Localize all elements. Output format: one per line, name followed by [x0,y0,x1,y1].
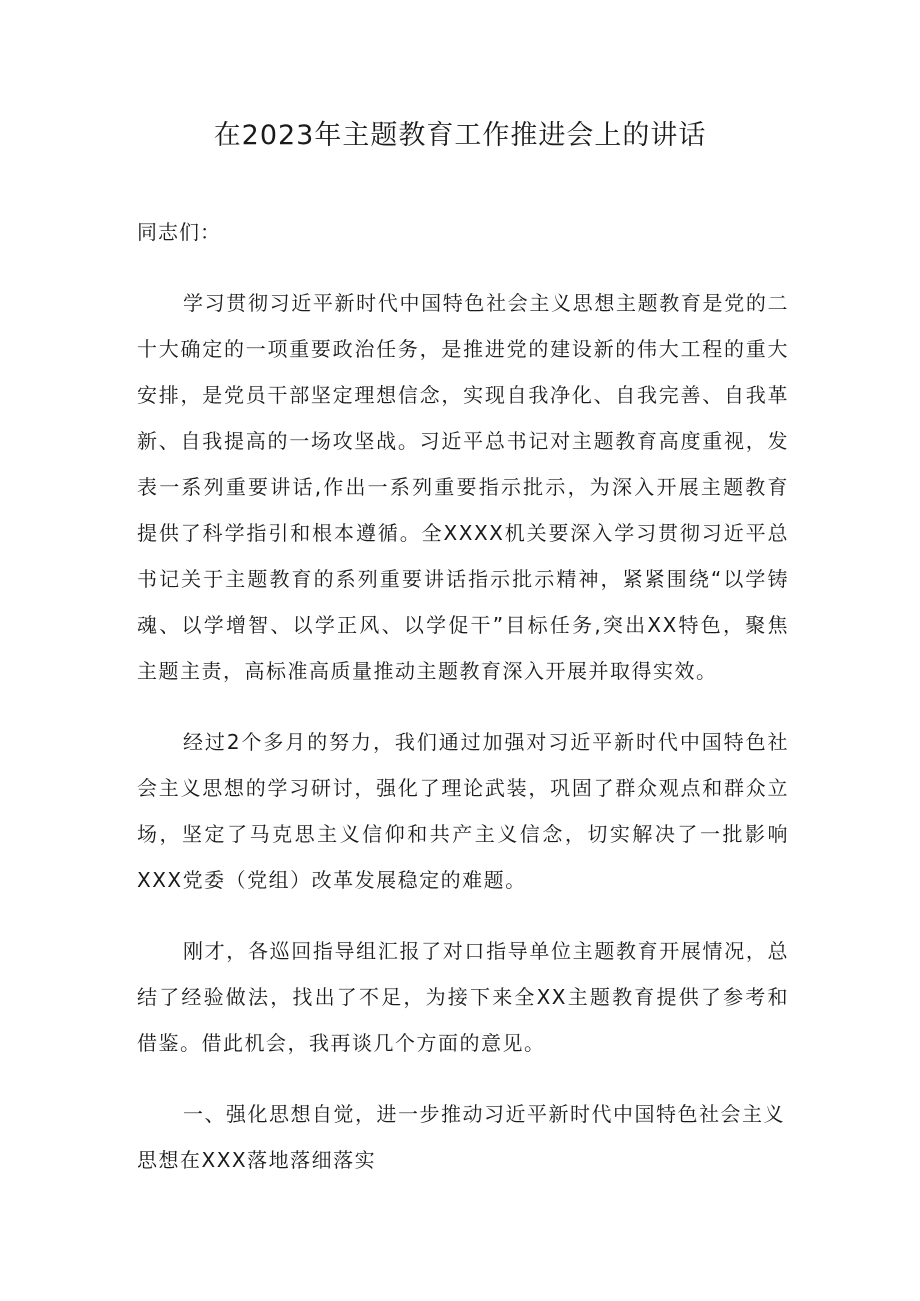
paragraph-review: 刚才，各巡回指导组汇报了对口指导单位主题教育开展情况，总结了经验做法，找出了不足，为接下来全XX主题教育提供了参考和借鉴。借此机会，我再谈几个方面的意见。 [137,939,789,1055]
paragraph-progress: 经过2个多月的努力，我们通过加强对习近平新时代中国特色社会主义思想的学习研讨，强化了理论武装，巩固了群众观点和群众立场，坚定了马克思主义信仰和共产主义信念，切实解决了一批影响XXX党委（党组）改革发展稳定的难题。 [137,730,789,892]
document-title: 在2023年主题教育工作推进会上的讲话 [213,120,707,151]
salutation: 同志们： [137,220,221,244]
paragraph-intro: 学习贯彻习近平新时代中国特色社会主义思想主题教育是党的二十大确定的一项重要政治任务，是推进党的建设新的伟大工程的重大安排，是党员干部坚定理想信念，实现自我净化、自我完善、自我革新、自我提高的一场攻坚战。习近平总书记对主题教育高度重视，发表一系列重要讲话,作出一系列重要指示批示，为深入开展主题教育提供了科学指引和根本遵循。全XXXX机关要深入学习贯彻习近平总书记关于主题教育的系列重要讲话指示批示精神，紧紧围绕“以学铸魂、以学增智、以学正风、以学促干”目标任务,突出XX特色，聚焦主题主责，高标准高质量推动主题教育深入开展并取得实效。 [137,291,789,683]
document-body [137,209,789,1183]
section-heading-1: 一、强化思想自觉，进一步推动习近平新时代中国特色社会主义思想在XXX落地落细落实 [137,1102,785,1172]
